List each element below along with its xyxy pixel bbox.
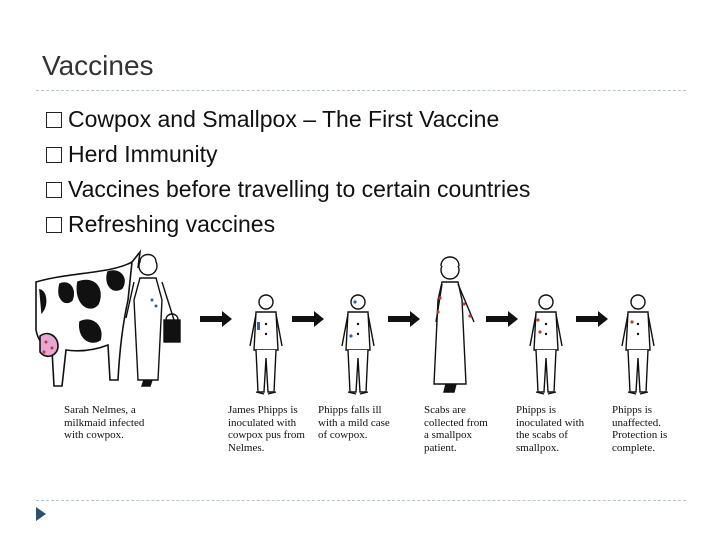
smallpox-patient-illustration (434, 257, 474, 392)
boy-protected-illustration (622, 295, 654, 394)
milkmaid-illustration (126, 255, 180, 387)
arrow-right-icon (576, 311, 608, 327)
arrow-right-icon (486, 311, 518, 327)
triangle-bullet-icon (34, 505, 48, 523)
arrow-right-icon (200, 311, 232, 327)
boy-smallpox-inoculated-illustration (530, 295, 562, 394)
bullet-text: Vaccines before travelling to certain countries (68, 176, 531, 202)
bullet-text: Herd Immunity (68, 141, 218, 167)
caption-sarah-nelmes: Sarah Nelmes, a milkmaid infected with cowpox. (64, 404, 145, 441)
caption-phipps-inoculated: James Phipps is inoculated with cowpox pus from Nelmes. (228, 404, 305, 454)
caption-scabs-collected: Scabs are collected from a smallpox patient. (424, 404, 488, 454)
footer-divider (36, 500, 686, 501)
boy-ill-illustration (342, 295, 374, 394)
slide-title: Vaccines (42, 50, 154, 81)
arrow-right-icon (388, 311, 420, 327)
bullet-text: Refreshing vaccines (68, 211, 276, 237)
bullet-text: Cowpox and Smallpox – The First Vaccine (68, 106, 500, 132)
caption-phipps-ill: Phipps falls ill with a mild case of cowpox. (318, 404, 390, 441)
boy-inoculated-illustration (250, 295, 282, 394)
cow-illustration (36, 252, 140, 386)
caption-phipps-smallpox: Phipps is inoculated with the scabs of smallpox. (516, 404, 585, 454)
arrow-right-icon (292, 311, 324, 327)
caption-phipps-protected: Phipps is unaffected. Protection is complete. (612, 404, 668, 454)
